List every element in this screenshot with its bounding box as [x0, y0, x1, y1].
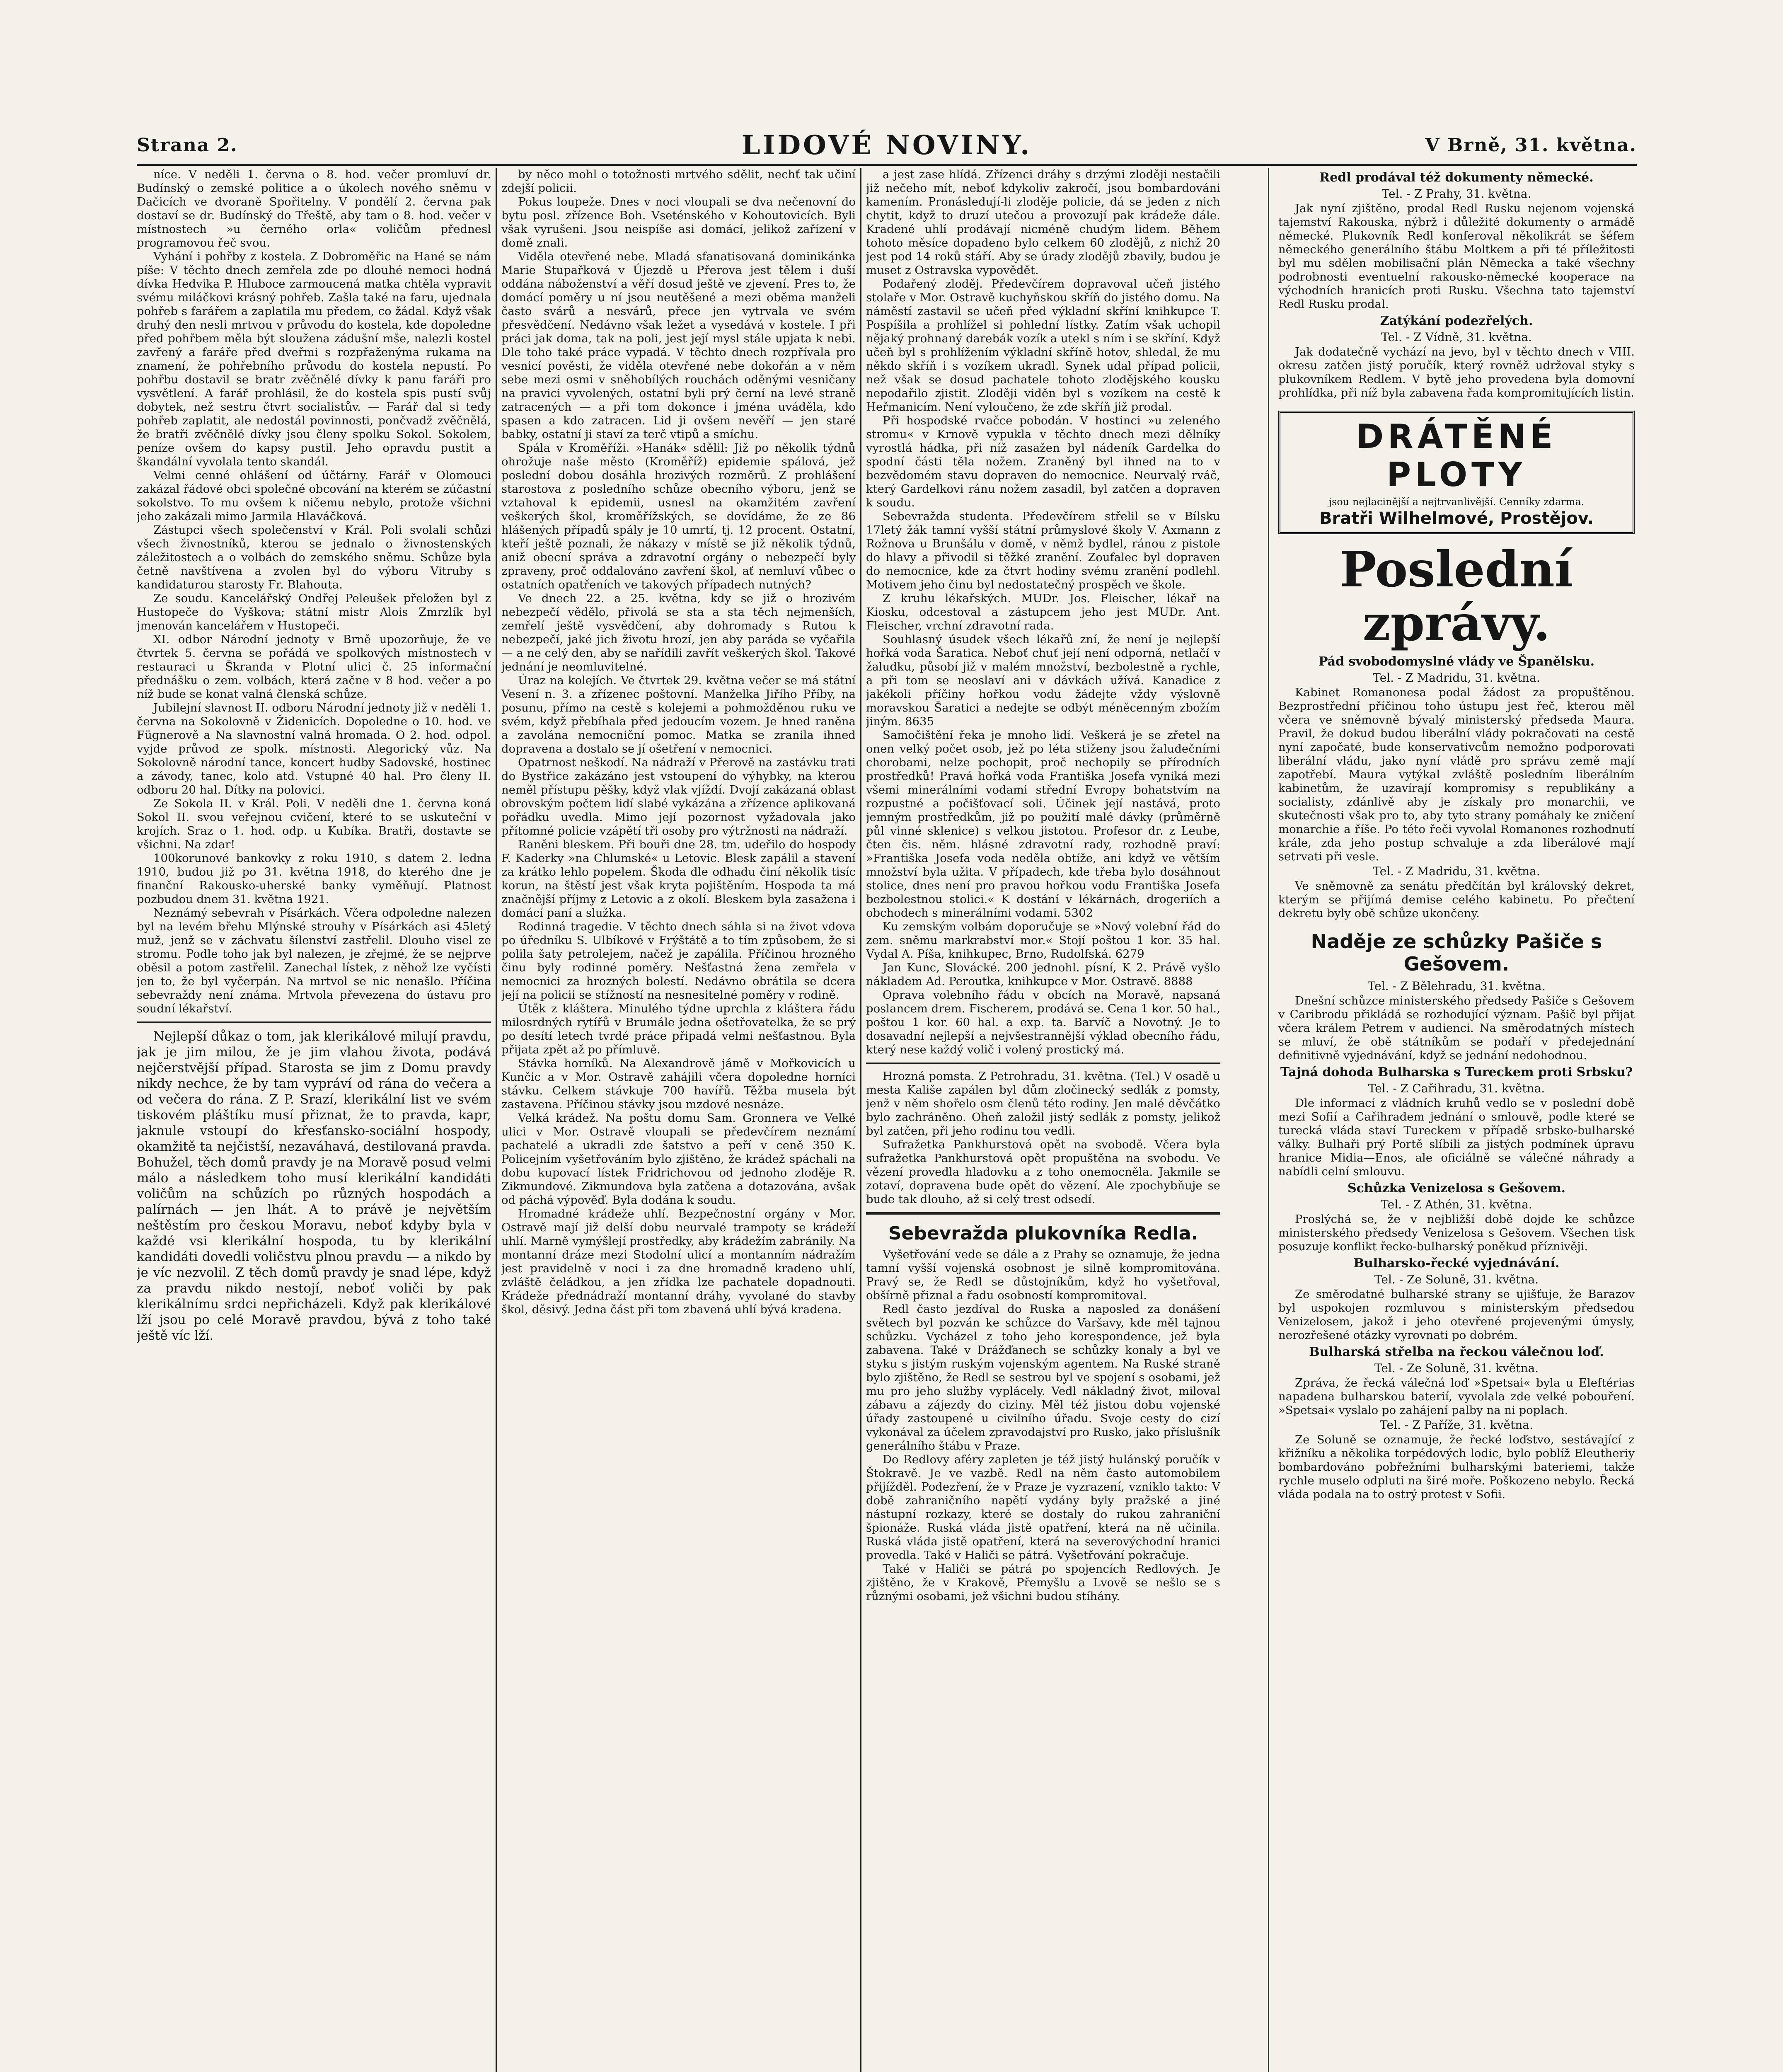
- article-paragraph: Stávka horníků. Na Alexandrově jámě v Mořkovicích u Kunčic a v Mor. Ostravě zahájili včera dopoledne horníci stávku. Celkem stávkuje 700 havířů. Těžba musela být zastavena. Příčinou stávky jsou mzdové nesnáze.: [501, 1057, 856, 1111]
- news-headline: Pád svobodomyslné vlády ve Španělsku.: [1318, 654, 1595, 669]
- running-head: [137, 131, 1637, 166]
- article-paragraph: XI. odbor Národní jednoty v Brně upozorňuje, že ve čtvrtek 5. června se pořádá ve spolkových místnostech v restauraci u Škranda v Plotní ulici č. 25 informační přednášku o zem. volbách, která začne v 8 hod. večer a po níž bude se konat valná členská schůze.: [137, 633, 491, 701]
- section-divider: [866, 1063, 1220, 1064]
- column-4: [1278, 168, 1635, 2072]
- article-paragraph: Samočištění řeka je mnoho lidí. Veškerá je se zřetel na onen velký počet osob, jež po léta stiženy jsou žaludečními chorobami, nelze pochopit, proč nechopily se přírodních prostředků! Pravá hořká voda Františka Josefa vyniká mezi všemi minerálními vodami střední Evropy bohatstvím na rozpustné a počišťovací soli. Účinek její nastává, proto jemným prostředkům, již po použití malé dávky (průměrně půl vinné sklenice) s velkou jistotou. Profesor dr. z Leube, čten čis. něm. hlásné zdravotní rady, rozhodně praví: »Františka Josefa voda neděla obtíže, ani když ve větším množství byla užita. V případech, kde třeba bylo dosáhnout stolice, dnes není pro pravou hořkou vodu Františka Josefa bezbolestnou stolici.« K dostání v lékárnách, drogeriích a obchodech s minerálními vodami. 5302: [866, 729, 1220, 920]
- news-headline: Zatýkání podezřelých.: [1380, 314, 1533, 328]
- article-paragraph: Útěk z kláštera. Minulého týdne uprchla z kláštera řádu milosrdných rytířů v Brumále jedna ošetřovatelka, že se prý po desítí letech tvrdé práce připadá velmi nešťastnou. Byla přijata zpět až po přímluvě.: [501, 1002, 856, 1056]
- article-paragraph: Neznámý sebevrah v Písárkách. Včera odpoledne nalezen byl na levém břehu Mlýnské strouhy v Písárkách asi 45letý muž, jenž se v záchvatu šílenství zastřelil. Dlouho visel ze stromu. Podle toho jak byl nalezen, je zřejmé, že se nejprve oběsil a potom zastřelil. Zanechal lístek, z něhož lze vyčísti jen to, že byl vyčerpán. Na mrtvol se nic nenašlo. Příčina sebevraždy není známa. Mrtvola převezena do ústavu pro soudní lékařství.: [137, 906, 491, 1015]
- article-paragraph: Souhlasný úsudek všech lékařů zní, že není je nejlepší hořká voda Šaratica. Neboť chuť její není odporná, netlačí v žaludku, působí již v malém množství, bezbolestně a rychle, a při tom se neoslaví ani v dávkách užívá. Kanadice z jakékoli příčiny hořkou vodu žádejte vždy výslovně moravskou Šaratici a nedejte se odbýt méněcenným zbožím jiným. 8635: [866, 633, 1220, 728]
- article-paragraph: Viděla otevřené nebe. Mladá sfanatisovaná dominikánka Marie Stupařková v Újezdě u Přerova jest tělem i duší oddána náboženství a věří dosud ještě ve zjevení. Pres to, že domácí poměry u ní jsou neutěšené a mezi oběma manželi často svárů a nesvárů, přece jen vytrvala ve svém přesvědčení. Nedávno však ležet a vysedává v kostele. I při práci jak doma, tak na poli, jest její mysl stále upjata k nebi. Dle toho také práce vypadá. V těchto dnech rozpřívala pro vesnicí pověsti, že viděla otevřené nebe dokořán a v něm sebe mezi osmi v sněhobílých rouchách oděnými vesničany na pravici vyvolených, ostatní byli prý černí na levé straně zatracených — a při tom dokonce i jména uváděla, kdo spasen a kdo zatracen. Lid ji ovšem nevěří — jen staré babky, ostatní ji staví za terč vtipů a smíchu.: [501, 250, 856, 441]
- article-paragraph: Raněni bleskem. Při bouři dne 28. tm. udeřilo do hospody F. Kaderky »na Chlumské« u Letovic. Blesk zapálil a stavení za krátko lehlo popelem. Škoda dle odhadu činí několik tisíc korun, na štěstí jest však kryta pojištěním. Hospoda ta má značnější příjmy z Letovic a z okolí. Bleskem byla zasažena i domácí paní a služka.: [501, 838, 856, 920]
- dateline: V Brně, 31. května.: [1425, 135, 1637, 156]
- article-paragraph: Ze Sokola II. v Král. Poli. V neděli dne 1. června koná Sokol II. svou veřejnou cvičení, které to se uskuteční v krojích. Sraz o 1. hod. odp. u Kubíka. Bratři, dostavte se všichni. Na zdar!: [137, 797, 491, 851]
- article-paragraph: Oprava volebního řádu v obcích na Moravě, napsaná poslancem drem. Fischerem, prodává se. Cena 1 kor. 50 hal., poštou 1 kor. 60 hal. a exp. ta. Barvíč a Novotný. Je to dosavadní nejlepší a nejvšestrannější výklad obecního řádu, který nese každý volič i volený prostický má.: [866, 988, 1220, 1056]
- article-paragraph: Dnešní schůzce ministerského předsedy Pašiče s Gešovem v Caribrodu přikládá se rozhodující význam. Pašič byl přijat včera králem Petrem v audienci. Na směrodatných místech se mluví, že obě státníkům se podaří v předejednání definitivně vyjednávání, když se jednání nedohodnou.: [1278, 994, 1635, 1062]
- article-paragraph: Zpráva, že řecká válečná loď »Spetsai« byla u Eleftérias napadena bulharskou baterií, vyvolala zde velké pobouření. »Spetsai« vyslalo po zahájení palby na ni poplach.: [1278, 1376, 1635, 1417]
- dateline: Tel. - Z Prahy, 31. května.: [1381, 187, 1531, 201]
- article-paragraph: Hrozná pomsta. Z Petrohradu, 31. května. (Tel.) V osadě u mesta Kališe zapálen byl dům zločinecký sedlák z pomsty, jenž v něm shořelo osm členů této rodiny. Jen malé děvčátko bylo zachráněno. Oheň založil jistý sedlák z pomsty, jelikož byl zatčen, při jeho rodinu tou vedli.: [866, 1070, 1220, 1138]
- advertisement: [1278, 411, 1635, 534]
- article-paragraph: Sebevražda studenta. Předevčírem střelil se v Bílsku 17letý žák tamní vyšší státní průmyslové školy V. Axmann z Rožnova u Brunšálu v domě, v němž bydlel, ránou z pistole do hlavy a přivodil si těžké zranění. Zoufalec byl dopraven do nemocnice, kde za čtvrt hodiny svému zranění podlehl. Motivem jeho činu byl nedostatečný prospěch ve škole.: [866, 510, 1220, 591]
- ad-title: DRÁTĚNÉ PLOTY: [1356, 417, 1557, 494]
- article-paragraph: Vyšetřování vede se dále a z Prahy se oznamuje, že jedna tamní vyšší vojenská osobnost je silně kompromitována. Pravý se, že Redl se důstojníkům, když ho vyšetřoval, obšírně přiznal a řadu osobností kompromitoval.: [866, 1248, 1220, 1302]
- dateline: Tel. - Ze Soluně, 31. května.: [1374, 1361, 1539, 1375]
- article-paragraph: Také v Haliči se pátrá po spojencích Redlových. Je zjištěno, že v Krakově, Přemyšlu a Lvově se nešlo se s různými osobami, jež všichni budou stíhány.: [866, 1562, 1220, 1603]
- article-paragraph: 100korunové bankovky z roku 1910, s datem 2. ledna 1910, budou již po 31. května 1918, do kterého dne je finanční Rakousko-uherské banky vyměňují. Platnost pozbudou dnem 31. května 1921.: [137, 852, 491, 906]
- dateline: Tel. - Z Paříže, 31. května.: [1380, 1418, 1533, 1432]
- article-paragraph: Z kruhu lékařských. MUDr. Jos. Fleischer, lékař na Kiosku, odcestoval a zástupcem jeho jest MUDr. Ant. Fleischer, vrchní zdravotní rada.: [866, 592, 1220, 632]
- article-paragraph: Nejlepší důkaz o tom, jak klerikálové milují pravdu, jak je jim milou, že je jim vlahou života, podává nejčerstvější případ. Starosta se jim z Domu pravdy nikdy nechce, že by tam vypráví od rána do večera a od večera do rána. Z P. Srazí, klerikální list ve svém tiskovém pláštíku musí přiznat, že to pravda, kapr, jaknule vstoupí do křesťansko-sociální hospody, okamžitě ta nejčistší, nezaváhavá, destilovaná pravda. Bohužel, těch domů pravdy je na Moravě posud velmi málo a následkem toho musí klerikální kandidáti voličům na schůzích po různých hospodách a palírnách — jen lhát. A to právě je největším neštěstím pro českou Moravu, neboť kdyby byla v každé vsi klerikální hospoda, tu by klerikální kandidáti dovedli voličstvu plnou pravdu — a nikdo by je víc nezvolil. Z těch domů pravdy je snad lépe, když za pravdu nikdo nestojí, neboť voliči by pak klerikálnímu srdci nepřicházeli. Když pak klerikálové lží jsou po celé Moravě pravdou, bývá z toho také ještě víc lží.: [137, 1029, 491, 1343]
- article-paragraph: Redl často jezdíval do Ruska a naposled za donášení světech byl pozván ke schůzce do Varšavy, kde měl tajnou schůzku. Vycházel z toho jeho korespondence, jež byla zabavena. Také v Drážďanech se schůzky konaly a byl ve styku s jistým ruským vojenským agentem. Na Ruské straně bylo zjištěno, že Redl se sestrou byl ve spojení s osobami, jež mu pro jeho služby vyplácely. Vedl nákladný život, miloval zábavu a zájezdy do ciziny. Měl též jistou dobu vojenské úřady zastoupené u civilního úřadu. Svoje cesty do cizí vykonával za účelem zpravodajství pro Rusko, jako příslušník generálního štábu v Praze.: [866, 1302, 1220, 1452]
- article-paragraph: Podařený zloděj. Předevčírem dopravoval učeň jistého stolaře v Mor. Ostravě kuchyňskou skříň do jistého domu. Na náměstí zastavil se učeň před výkladní skříní knihkupce T. Pospíšila a prohlížel si pohlední lístky. Zatím však uchopil nějaký prohnaný darebák vozík a utekl s ním i se skříní. Když učeň byl s prohlížením výkladní skříně hotov, shledal, že mu někdo skříň i s vozíkem ukradl. Synek udal případ policii, než však se dosud pachatele tohoto zlodějského kousku nepodařilo zjistit. Zloději viděn byl s vozíkem na cestě k Heřmanicím. Není vyloučeno, že zde skříň již prodal.: [866, 277, 1220, 414]
- article-paragraph: Ve sněmovně za senátu předčítán byl královský dekret, kterým se přijímá demise celého kabinetu. Po přečtení dekretu byly obě schůze ukončeny.: [1278, 879, 1635, 920]
- article-paragraph: Jak nyní zjištěno, prodal Redl Rusku nejenom vojenská tajemství Rakouska, nýbrž i důležité dokumenty o armádě německé. Plukovník Redl konferoval několikrát se šéfem německého generálního štábu Moltkem a při té příležitosti byl mu sdělen mobilisační plán Německa a také všechny podrobnosti eventuelní rakousko-německé kooperace na východních hranicích proti Rusku. Všechna tato tajemství Redl Rusku prodal.: [1278, 202, 1635, 311]
- dateline: Tel. - Z Vídně, 31. května.: [1381, 330, 1532, 344]
- article-paragraph: Sufražetka Pankhurstová opět na svobodě. Včera byla sufražetka Pankhurstová opět propuštěna na svobodu. Ve vězení provedla hladovku a z toho onemocněla. Jakmile se zotaví, dopravena bude opět do vězení. Ale zpochybňuje se bude tak dlouho, až si celý trest odsedí.: [866, 1138, 1220, 1206]
- article-paragraph: Pokus loupeže. Dnes v noci vloupali se dva nečenovní do bytu posl. zřízence Boh. Vseténského v Kohoutovicích. Byli však vyrušeni. Jsou neispíše asi domácí, jelikož zařízení v domě znali.: [501, 195, 856, 249]
- dateline: Tel. - Z Athén, 31. května.: [1381, 1198, 1532, 1211]
- article-paragraph: Jan Kunc, Slovácké. 200 jednohl. písní, K 2. Právě vyšlo nákladem Ad. Peroutka, knihkupce v Mor. Ostravě. 8888: [866, 961, 1220, 988]
- article-paragraph: Opatrnost neškodí. Na nádraží v Přerově na zastávku trati do Bystřice zakázáno jest vstoupení do výhybky, na kterou neměl přístupu pěšky, když vlak vjíždí. Dvojí zakázaná oblast obrovským počtem lidí slabé vykázána a zřízence aplikovaná pořádku uvedla. Mimo její pozornost vyžadovala jako přítomné policie vzápětí tři osoby pro výtržnosti na nádraží.: [501, 756, 856, 838]
- article-paragraph: níce. V neděli 1. června o 8. hod. večer promluví dr. Budínský o zemské politice a o úkolech nového sněmu v Dačicích ve dvoraně Spořitelny. V pondělí 2. června pak dostaví se dr. Budínský do Třeště, aby tam o 8. hod. večer v místnostech »u černého orla« voličům přednesl programovou řeč svou.: [137, 168, 491, 249]
- article-paragraph: Proslýchá se, že v nejbližší době dojde ke schůzce ministerského předsedy Venizelosa s Gešovem. Všechen tisk posuzuje konflikt řecko-bulharský poněkud příznivěji.: [1278, 1213, 1635, 1253]
- section-divider: [866, 1212, 1220, 1215]
- dateline: Tel. - Z Madridu, 31. května.: [1373, 864, 1540, 878]
- news-headline: Tajná dohoda Bulharska s Tureckem proti Srbsku?: [1280, 1065, 1633, 1080]
- column-rule: [496, 168, 497, 2072]
- article-paragraph: Do Redlovy aféry zapleten je též jistý hulánský poručík v Štokravě. Je ve vazbě. Redl na něm často automobilem přijížděl. Podezření, že v Praze je vyzrazení, vzniklo takto: V době zahraničního napětí vydány byly pražské a jiné nástupní rozkazy, které se dostaly do rukou zahraniční špionáže. Ruská vláda jistě opatření, která na ně učinila. Ruská vláda jistě opatření, která na severovýchodní hranici provedla. Také v Haliči se pátrá. Vyšetřování pokračuje.: [866, 1453, 1220, 1562]
- article-paragraph: Jubilejní slavnost II. odboru Národní jednoty již v neděli 1. června na Sokolovně v Židenicích. Dopoledne o 10. hod. ve Fügnerově a Na slavnostní valná hromada. O 2. hod. odpol. vyjde průvod ze spolk. místnosti. Alegorický vůz. Na Sokolovně národní tance, koncert hudby Sadovské, hostinec a závody, tanec, kolo atd. Vstupné 40 hal. Pro členy II. odboru 20 hal. Dítky na polovici.: [137, 701, 491, 796]
- column-3: [866, 168, 1220, 2072]
- article-paragraph: Dle informací z vládních kruhů vedlo se v poslední době mezi Sofií a Cařihradem jednání o smlouvě, podle které se turecká vláda staví Tureckem v případě srbsko-bulharské války. Bulhaři prý Portě slíbili za jistých podmínek úpravu hranice Midia—Enos, ale oficiálně se válečné náhrady a nabídli celní smlouvu.: [1278, 1097, 1635, 1178]
- article-paragraph: Ku zemským volbám doporučuje se »Nový volební řád do zem. sněmu markrabství mor.« Stojí poštou 1 kor. 35 hal. Vydal A. Píša, knihkupec, Brno, Rudolfská. 6279: [866, 920, 1220, 961]
- news-headline: Bulharská střelba na řeckou válečnou loď.: [1309, 1345, 1604, 1359]
- article-paragraph: Spála v Kroměříži. »Hanák« sdělil: Již po několik týdnů ohrožuje naše město (Kroměříž) epidemie spálová, jež poslední dobou dosáhla hrozivých rozměrů. Z prohlášení starostova z posledního schůze obecního výboru, jenž se vztahoval k epidemii, usnesl na okamžitém zavření veškerých škol, kroměřížských, se dovídáme, že ze 86 hlášených případů spály je 10 umrtí, tj. 12 procent. Ostatní, kteří ještě poznali, že nákazy v místě se již několik týdnů, aniž obecní správa a zdravotní orgány o nebezpečí byly zpraveny, proč oddalováno zavření škol, ať nemluví vůbec o ostatních opatřeních ve takových případech nutných?: [501, 441, 856, 591]
- dateline: Tel. - Z Bělehradu, 31. května.: [1367, 979, 1546, 993]
- ad-firm: Bratři Wilhelmové, Prostějov.: [1319, 509, 1594, 528]
- column-rule: [1268, 168, 1269, 2072]
- column-rule: [860, 168, 861, 2072]
- article-paragraph: Jak dodatečně vychází na jevo, byl v těchto dnech v VIII. okresu zatčen jistý poručík, který rovněž udržoval styky s plukovníkem Redlem. V bytě jeho provedena byla domovní prohlídka, při níž byla zabavena řada kompromitujících listin.: [1278, 345, 1635, 399]
- article-paragraph: by něco mohl o totožnosti mrtvého sdělit, nechť tak učiní zdejší policii.: [501, 168, 856, 195]
- dateline: Tel. - Ze Soluně, 31. května.: [1374, 1273, 1539, 1286]
- ad-subtitle: jsou nejlacinější a nejtrvanlivější. Cenníky zdarma.: [1328, 496, 1585, 508]
- news-headline: Naděje ze schůzky Pašiče s Gešovem.: [1311, 930, 1602, 975]
- column-2: [501, 168, 856, 2072]
- section-heading: Sebevražda plukovníka Redla.: [888, 1223, 1198, 1244]
- section-divider: [137, 1021, 491, 1023]
- article-paragraph: Ze soudu. Kancelářský Ondřej Peleušek přeložen byl z Hustopeče do Vyškova; státní mistr Alois Zmrzlík byl jmenován kancelářem v Hustopeči.: [137, 592, 491, 632]
- article-paragraph: Hromadné krádeže uhlí. Bezpečnostní orgány v Mor. Ostravě mají již delší dobu neurvalé trampoty se krádeží uhlí. Marně vymýšlejí prostředky, aby krádežím zabránily. Na montanní dráze mezi Stodolní ulicí a montanním nádražím jest pravidelně v noci i za dne hromadně kradeno uhlí, zvláště čeládkou, a jen zřídka lze pachatele dopadnouti. Krádeže přednádraží montanní dráhy, vyvolané do stavby škol, děsivý. Jedna část při tom zbavená uhlí bývá kradena.: [501, 1207, 856, 1316]
- article-paragraph: Ze Soluně se oznamuje, že řecké loďstvo, sestávající z křižníku a několika torpédových lodic, bylo poblíž Eleutheriy bombardováno pobřežními bulharskými bateriemi, takže rychle muselo odpluti na širé moře. Poškozeno nebylo. Řecká vláda podala na to ostrý protest v Sofii.: [1278, 1433, 1635, 1501]
- article-paragraph: Zástupci všech společenství v Král. Poli svolali schůzi všech živnostníků, kterou se jednalo o živnostenských záležitostech a o volbách do zemského sněmu. Schůze byla četně navštívena a zvolen byl do výboru Vitruby s kandidaturou starosty Fr. Blahouta.: [137, 523, 491, 591]
- dateline: Tel. - Z Madridu, 31. května.: [1373, 671, 1540, 685]
- news-headline: Redl prodával též dokumenty německé.: [1319, 170, 1594, 185]
- news-headline: Schůzka Venizelosa s Gešovem.: [1347, 1181, 1566, 1196]
- dateline: Tel. - Z Cařihradu, 31. května.: [1368, 1082, 1545, 1095]
- article-paragraph: a jest zase hlídá. Zřízenci dráhy s drzými zloději nestačili již nečeho mít, neboť kdykoliv zakročí, jsou bombardováni kamením. Pronásledují-li zloděje policie, dá se jeden z nich chytit, když to druzí utečou a provozují pak krádeže dále. Kradené uhlí prodávají nicméně chudým lidem. Během tohoto měsíce dopadeno bylo celkem 60 zlodějů, z nichž 20 jest pod 14 roků stáří. Aby se úrady zlodějů zbavily, budou je muset z Ostravska vypovědět.: [866, 168, 1220, 277]
- page-number: Strana 2.: [137, 135, 238, 156]
- article-paragraph: Vyhání i pohřby z kostela. Z Dobroměřic na Hané se nám píše: V těchto dnech zemřela zde po dlouhé nemoci hodná dívka Hedvika P. Hluboce zarmoucená matka chtěla vypravit svému miláčkovi krásný pohřeb. Zašla také na faru, ujednala pohřeb s farářem a zaplatila mu předem, co žádal. Když však druhý den nesli mrtvou v průvodu do kostela, kde dopoledne před pohřbem měla být sloužena zádušní mše, nalezli kostel zavřený a faráře před dveřmi s rozpřaženýma rukama na znamení, že pohřebního průvodu do kostela nepustí. Po pohřbu dostavil se bratr zvěčnělé dívky k panu faráři pro vysvětlení. A farář prohlásil, že do kostela spis pustí svůj dobytek, než sestru čtvrt socialistův. — Farář dal si tedy pohřeb zaplatit, ale nedostál povinnosti, pončvadž zvěčnělá, že bratři zvěčnělé dívky jsou členy spolku Sokol. Sokolem, peníze ovšem do kapsy pustil. Jeho opravdu pustit a škandální vyvolala tento skandál.: [137, 250, 491, 468]
- article-paragraph: Ve dnech 22. a 25. května, kdy se již o hrozivém nebezpečí vědělo, přivolá se sta a sta těch nejmenších, zemřelí ještě vysvědčení, aby dohromady s Rutou k nebezpečí, jaké jich životu hrozí, jen aby paráda se vyčařila — a ne celý den, aby se nařídili zavřít veškerých škol. Takové jednání je neomluvitelné.: [501, 592, 856, 673]
- article-paragraph: Při hospodské rvačce pobodán. V hostinci »u zeleného stromu« v Krnově vypukla v těchto dnech mezi dělníky vyrostlá hádka, při níž zasažen byl nádeník Gardelka do spodní části těla nožem. Zraněný byl ihned na to v bezvědomém stavu dopraven do nemocnice. Neurvalý rváč, který Gardelkovi ránu nožem zasadil, byl zatčen a dopraven k soudu.: [866, 414, 1220, 509]
- newspaper-title: LIDOVÉ NOVINY.: [741, 130, 1032, 161]
- article-paragraph: Ze směrodatné bulharské strany se ujišťuje, že Barazov byl uspokojen rozmluvou s ministerským předsedou Venizelosem, jakož i jeho otevřené projevenými úmysly, nerozřešené otázky vyrovnati po dobrém.: [1278, 1288, 1635, 1342]
- news-headline: Bulharsko-řecké vyjednávání.: [1353, 1256, 1560, 1271]
- article-paragraph: Úraz na kolejích. Ve čtvrtek 29. května večer se má státní Vesení n. 3. a zřízenec poštovní. Manželka Jiřího Příby, na posunu, přímo na cestě s kolejemi a pohmožděnou ruku ve svém, když přebíhala před jedoucím vozem. Je hned raněna a zavolána nemocniční pomoc. Matka se zranila ihned dopravena a dostalo se jí ošetření v nemocnici.: [501, 674, 856, 755]
- article-paragraph: Kabinet Romanonesa podal žádost za propuštěnou. Bezprostřední příčinou toho ústupu jest řeč, kterou měl včera ve sněmovně bývalý ministerský předseda Maura. Pravil, že dokud budou liberální vlády pokračovati na cestě nyní započaté, bude konservativcům nemožno podporovati liberální vládu, jako nyní vládě pro správu země mají zapotřebí. Maura vytýkal zvláště posledním liberálním kabinetům, že uzavírají kompromisy s republikány a socialisty, zdánlivě aby je získaly pro monarchii, ve skutečnosti však pro to, aby tyto strany pomáhaly ke zničení monarchie a říše. Po této řeči vyvolal Romanones rozhodnutí krále, zda jeho postup schvaluje a zda liberálové mají setrvati při vesle.: [1278, 686, 1635, 863]
- article-paragraph: Velká krádež. Na poštu domu Sam. Gronnera ve Velké ulici v Mor. Ostravě vloupali se předevčírem neznámí pachatelé a ukradli zde šatstvo a peří v ceně 350 K. Policejním vyšetřováním bylo zjištěno, že krádež spáchali na dobu kupovací lístek Fridrichovou od jednoho zloděje R. Zikmundové. Zikmundova byla zatčena a dotazována, avšak od páchá výpověď. Byla dodána k soudu.: [501, 1111, 856, 1207]
- article-paragraph: Rodinná tragedie. V těchto dnech sáhla si na život vdova po úředníku S. Ulbíkové v Frýštátě a to tím způsobem, že si polila šaty petrolejem, načež je zapálila. Příčinou hrozného činu byly rodinné poměry. Nešťastná žena zemřela v nemocnici za hrozných bolestí. Nedávno obrátila se dcera její na policii se stížností na nesnesitelné poměry v rodině.: [501, 920, 856, 1002]
- section-title: Poslední zprávy.: [1340, 540, 1573, 652]
- article-paragraph: Velmi cenné ohlášení od účtárny. Farář v Olomouci zakázal řádové obci společné obcování na kterém se zúčastní sokolstvo. To mu ovšem k ničemu nebylo, protože všichni jeho zakázali mimo Jarmila Hlaváčková.: [137, 469, 491, 523]
- column-1: [137, 168, 491, 2072]
